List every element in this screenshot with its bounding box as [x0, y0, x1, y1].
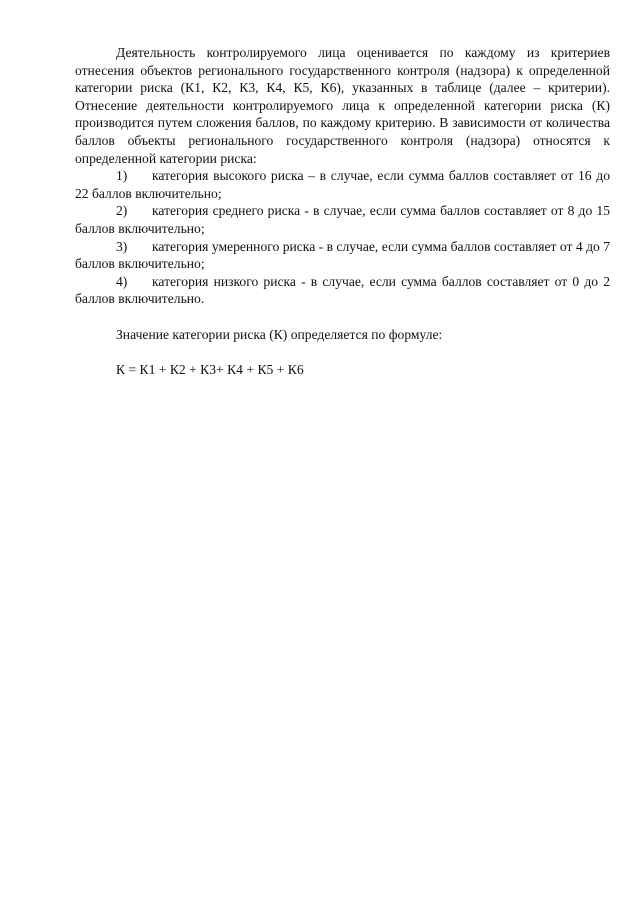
risk-formula: К = К1 + К2 + К3+ К4 + К5 + К6 — [116, 361, 304, 377]
list-number: 1) — [116, 168, 128, 184]
list-text: категория среднего риска - в случае, если сумма баллов составляет от 8 до 15 баллов включительно; — [75, 203, 610, 236]
document-body — [75, 44, 610, 378]
list-number: 2) — [116, 203, 128, 219]
list-text: категория умеренного риска - в случае, если сумма баллов составляет от 4 до 7 баллов включительно; — [75, 238, 610, 272]
list-text: категория высокого риска – в случае, если сумма баллов составляет от 16 до 22 баллов включительно; — [75, 168, 610, 201]
risk-category-item — [75, 273, 610, 308]
list-number: 4) — [116, 273, 128, 289]
blank-line — [75, 308, 610, 326]
risk-category-item — [75, 202, 610, 237]
list-number: 3) — [116, 238, 128, 254]
intro-paragraph: Деятельность контролируемого лица оценивается по каждому из критериев отнесения объектов регионального государственного контроля (надзора) к определенной категории риска (К1, К2, К3, К4, К5, К6), указанных в таблице (далее – критерии). Отнесение деятельности контролируемого лица к определенной категории риска (К) производится путем сложения баллов, по каждому критерию. В зависимости от количества баллов объекты регионального государственного контроля (надзора) относятся к определенной категории риска: — [75, 45, 610, 166]
risk-category-item — [75, 238, 610, 273]
blank-line — [75, 343, 610, 361]
risk-category-item — [75, 167, 610, 202]
formula-intro: Значение категории риска (К) определяется по формуле: — [116, 326, 443, 342]
list-text: категория низкого риска - в случае, если сумма баллов составляет от 0 до 2 баллов включительно. — [75, 273, 610, 307]
